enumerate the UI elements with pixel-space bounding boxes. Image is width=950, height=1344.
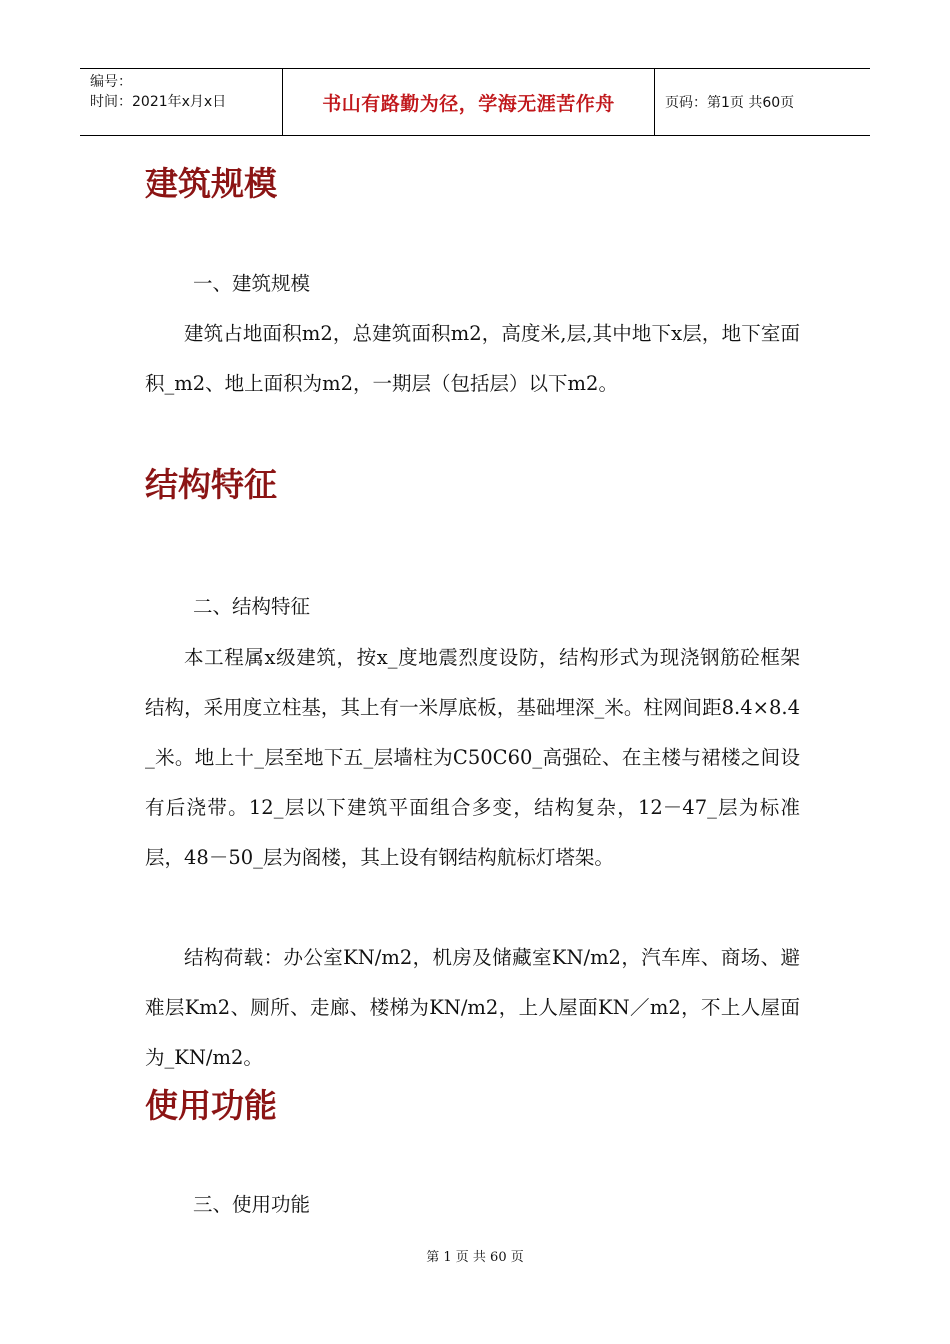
header-time-label: 时间：2021年x月x日 (90, 94, 227, 110)
header-number-label: 编号： (90, 74, 132, 90)
page-header (80, 68, 870, 136)
section-title-structure: 结构特征 (145, 465, 277, 504)
section-subtitle-function: 三、使用功能 (193, 1193, 311, 1216)
paragraph-structure: 本工程属x级建筑，按x_度地震烈度设防，结构形式为现浇钢筋砼框架结构，采用度立柱基，其上有一米厚底板，基础埋深_米。柱网间距8.4×8.4_米。地上十_层至地下五_层墙柱为C50C60_高强砼、在主楼与裙楼之间设有后浇带。12_层以下建筑平面组合多变，结构复杂，12－47_层为标准层，48－50_层为阁楼，其上设有钢结构航标灯塔架。 (145, 646, 800, 869)
header-motto-cell (282, 69, 655, 135)
paragraph-loads: 结构荷载：办公室KN/m2，机房及储藏室KN/m2，汽车库、商场、避难层Km2、厕所、走廊、楼梯为KN/m2，上人屋面KN／m2，不上人屋面为_KN/m2。 (145, 946, 800, 1069)
section-subtitle-structure: 二、结构特征 (193, 595, 311, 618)
section-title-function: 使用功能 (145, 1086, 277, 1125)
header-meta (80, 69, 282, 135)
section-subtitle-scale: 一、建筑规模 (193, 272, 311, 295)
header-page-info: 页码：第1页 共60页 (665, 95, 795, 111)
header-motto: 书山有路勤为径，学海无涯苦作舟 (322, 92, 615, 115)
paragraph-scale: 建筑占地面积m2，总建筑面积m2，高度米,层,其中地下x层，地下室面积_m2、地上面积为m2，一期层（包括层）以下m2。 (145, 322, 800, 395)
section-title-scale: 建筑规模 (145, 164, 277, 203)
page-footer: 第 1 页 共 60 页 (426, 1250, 524, 1265)
